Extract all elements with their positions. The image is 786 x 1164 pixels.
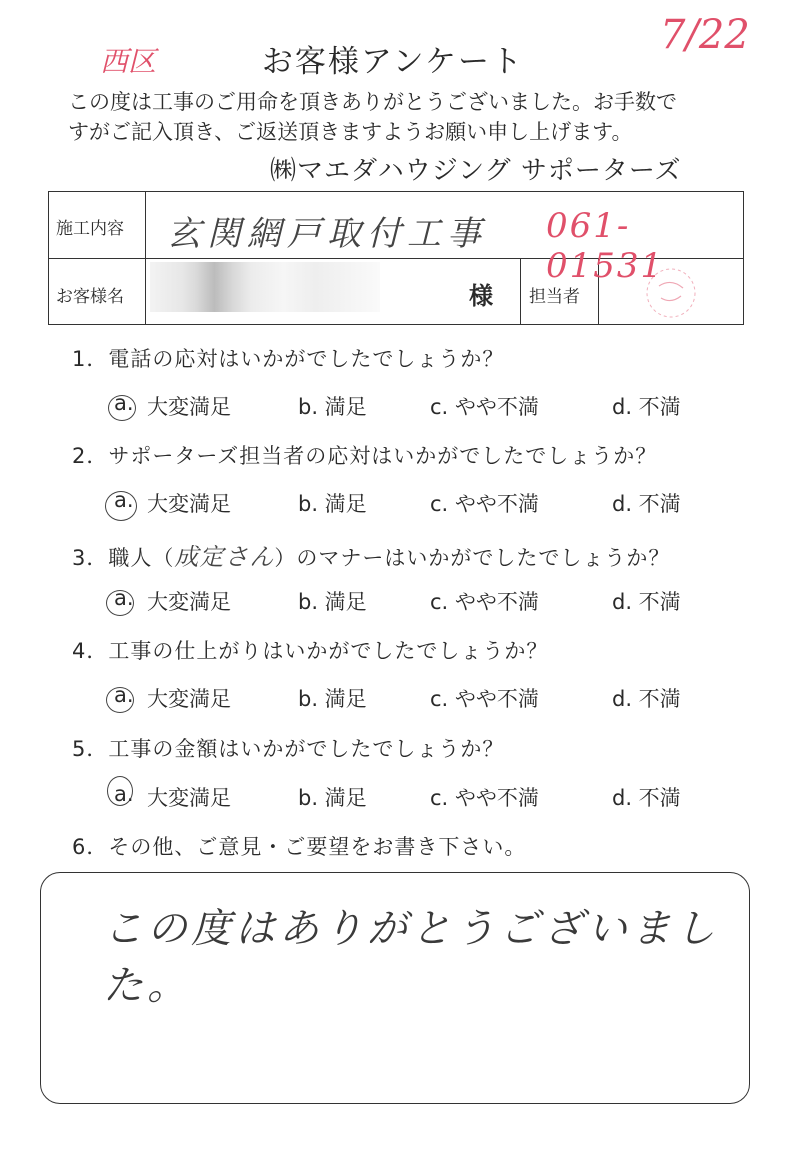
- option-c[interactable]: c. やや不満: [430, 590, 539, 614]
- table-divider: [520, 258, 521, 325]
- option-d[interactable]: d. 不満: [612, 395, 681, 419]
- option-c[interactable]: c. やや不満: [430, 786, 539, 810]
- option-a-mark[interactable]: a.: [114, 683, 134, 707]
- staff-stamp: [631, 264, 711, 322]
- intro-line-2: すがご記入頂き、ご返送頂きますようお願い申し上げます。: [68, 120, 633, 144]
- option-d[interactable]: d. 不満: [612, 687, 681, 711]
- question-3: [72, 537, 670, 572]
- handwritten-date: 7/22: [660, 12, 750, 58]
- handwritten-area: 西区: [100, 45, 157, 78]
- question-3-after: ）のマナーはいかがでしたでしょうか？: [274, 546, 671, 570]
- question-2: 2．サポーターズ担当者の応対はいかがでしたでしょうか？: [72, 444, 658, 468]
- option-a-mark[interactable]: a.: [114, 488, 134, 512]
- customer-name-redacted[interactable]: [150, 262, 380, 312]
- answer-row-5: [0, 782, 786, 814]
- option-b[interactable]: b. 満足: [298, 590, 367, 614]
- work-code: 061-01531: [546, 206, 665, 286]
- customer-label: お客様名: [56, 287, 124, 307]
- question-4: 4．工事の仕上がりはいかがでしたでしょうか？: [72, 639, 549, 663]
- option-a[interactable]: 大変満足: [147, 786, 231, 810]
- question-5: 5．工事の金額はいかがでしたでしょうか？: [72, 737, 505, 761]
- question-3-before: 3．職人（: [72, 546, 175, 570]
- comment-text: この度はありがとうございました。: [103, 906, 719, 1009]
- option-c[interactable]: c. やや不満: [430, 492, 539, 516]
- option-a[interactable]: 大変満足: [147, 687, 231, 711]
- option-b[interactable]: b. 満足: [298, 786, 367, 810]
- table-divider: [145, 192, 146, 324]
- craftsman-name[interactable]: 成定さん: [174, 543, 275, 571]
- answer-row-4: [0, 683, 786, 715]
- option-d[interactable]: d. 不満: [612, 786, 681, 810]
- honorific: 様: [469, 282, 493, 310]
- option-c[interactable]: c. やや不満: [430, 395, 539, 419]
- company-name: ㈱マエダハウジング サポーターズ: [270, 156, 682, 186]
- option-b[interactable]: b. 満足: [298, 492, 367, 516]
- option-b[interactable]: b. 満足: [298, 395, 367, 419]
- question-1: 1．電話の応対はいかがでしたでしょうか？: [72, 347, 505, 371]
- option-a[interactable]: 大変満足: [147, 590, 231, 614]
- intro-line-1: この度は工事のご用命を頂きありがとうございました。お手数で: [68, 90, 677, 114]
- work-value[interactable]: 玄関網戸取付工事: [167, 214, 487, 254]
- question-6: 6．その他、ご意見・ご要望をお書き下さい。: [72, 835, 527, 859]
- answer-row-2: [0, 488, 786, 520]
- option-a[interactable]: 大変満足: [147, 395, 231, 419]
- answer-row-1: [0, 391, 786, 423]
- staff-label: 担当者: [529, 287, 580, 307]
- answer-row-3: [0, 586, 786, 618]
- comment-box[interactable]: [40, 872, 750, 1104]
- option-d[interactable]: d. 不満: [612, 590, 681, 614]
- option-b[interactable]: b. 満足: [298, 687, 367, 711]
- option-a[interactable]: 大変満足: [147, 492, 231, 516]
- option-d[interactable]: d. 不満: [612, 492, 681, 516]
- page-title: お客様アンケート: [261, 44, 525, 80]
- option-c[interactable]: c. やや不満: [430, 687, 539, 711]
- work-label: 施工内容: [56, 219, 124, 239]
- intro-text: [68, 87, 748, 147]
- option-a-mark[interactable]: a.: [114, 586, 134, 610]
- option-a-mark[interactable]: a.: [114, 782, 134, 806]
- option-a-mark[interactable]: a.: [114, 391, 134, 415]
